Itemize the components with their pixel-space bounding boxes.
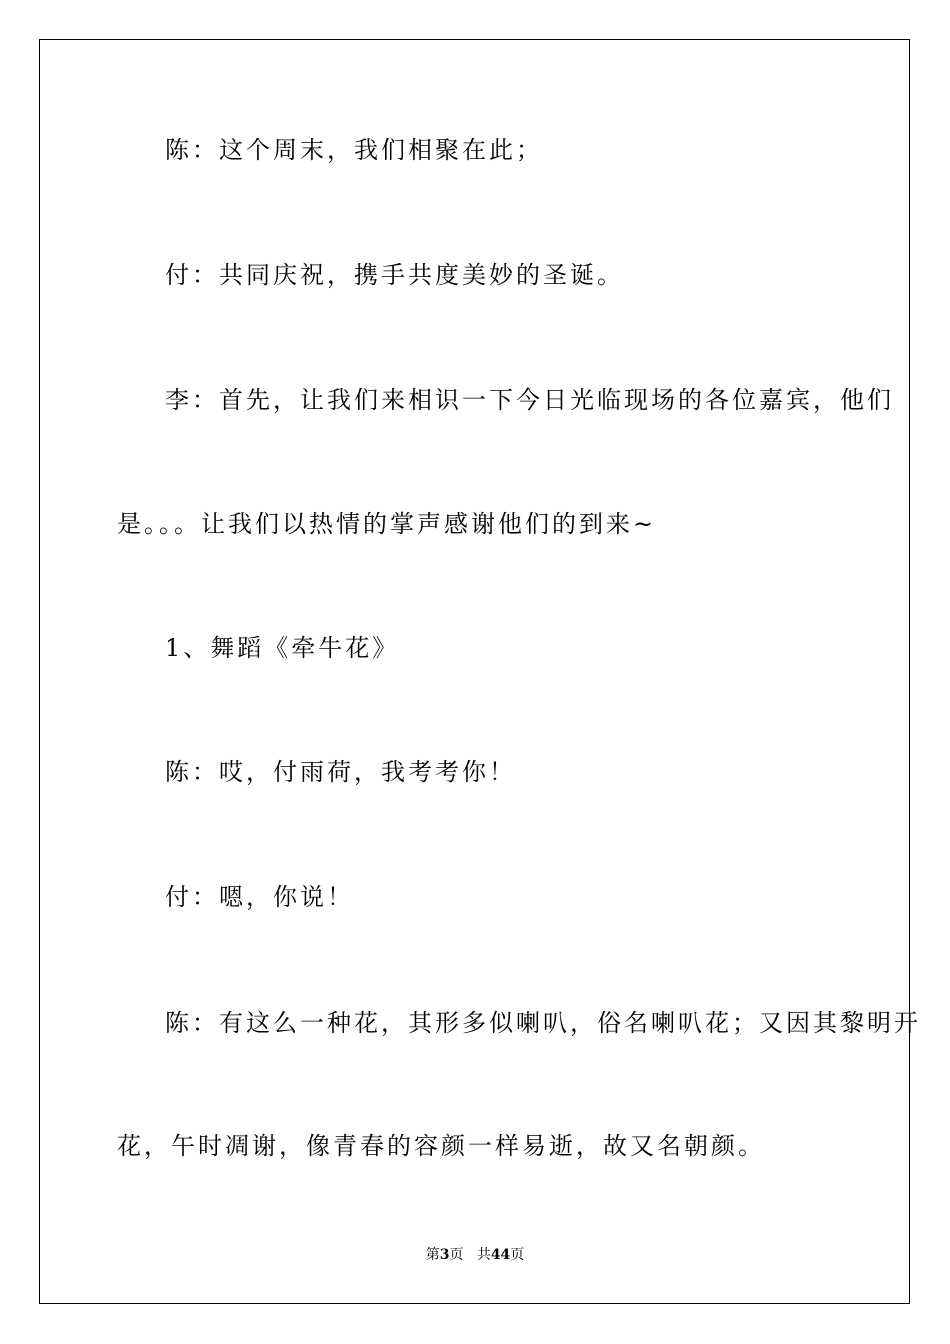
- page-number: 3: [439, 1247, 450, 1263]
- page-suffix: 页: [449, 1247, 464, 1263]
- total-suffix: 页: [510, 1247, 525, 1263]
- text-line-3: 李：首先，让我们来相识一下今日光临现场的各位嘉宾，他们: [165, 386, 894, 414]
- text-line-4: 是。。。让我们以热情的掌声感谢他们的到来~: [117, 510, 657, 538]
- page-border: [39, 39, 910, 1304]
- text-line-5: 1、舞蹈《牵牛花》: [165, 634, 400, 662]
- total-prefix: 共: [476, 1247, 491, 1263]
- text-line-6: 陈：哎，付雨荷，我考考你！: [165, 758, 516, 786]
- text-line-1: 陈：这个周末，我们相聚在此；: [165, 136, 543, 164]
- text-line-7: 付：嗯，你说！: [165, 883, 354, 911]
- total-pages: 44: [490, 1247, 511, 1263]
- text-line-2: 付：共同庆祝，携手共度美妙的圣诞。: [165, 261, 624, 289]
- text-line-8: 陈：有这么一种花，其形多似喇叭，俗名喇叭花；又因其黎明开: [165, 1009, 921, 1037]
- page-footer: [0, 1246, 950, 1264]
- text-line-9: 花，午时凋谢，像青春的容颜一样易逝，故又名朝颜。: [117, 1132, 765, 1160]
- page-prefix: 第: [425, 1247, 440, 1263]
